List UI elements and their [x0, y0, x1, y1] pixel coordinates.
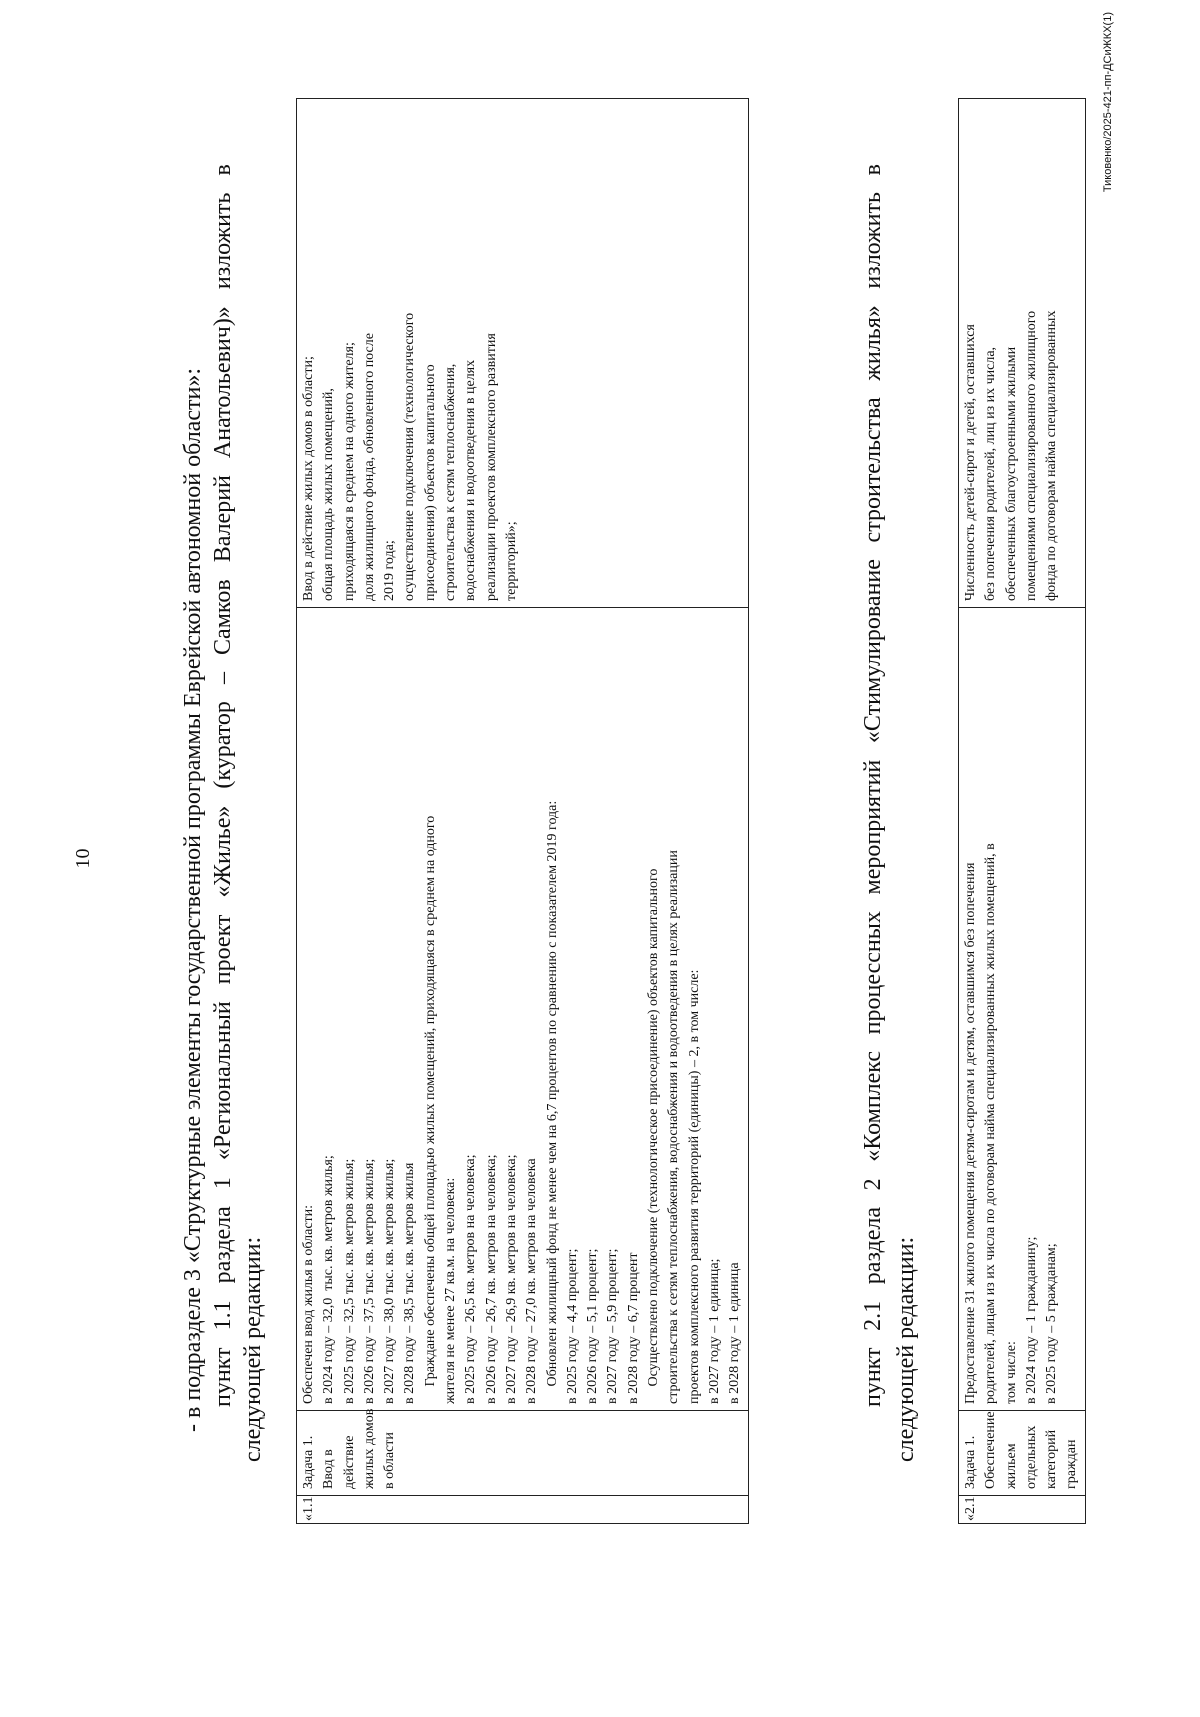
task-text-line: Обеспечение — [983, 1411, 999, 1489]
intro-word: 2.1 — [860, 1300, 886, 1331]
task-text-line: жильем — [1003, 1443, 1019, 1489]
indicator-text-line: помещениями специализированного жилищного — [1023, 310, 1039, 601]
intro-word: «Стимулирование — [860, 559, 886, 744]
intro-word: 1.1 — [210, 1300, 236, 1331]
result-text-line: в 2026 году – 5,1 процент; — [585, 1248, 601, 1404]
result-text-line: в 2027 году – 1 единица; — [706, 1258, 722, 1404]
intro-word: Анатольевич)» — [210, 306, 236, 459]
row-number: «2.1 — [959, 1496, 1086, 1524]
result-text-line: Обеспечен ввод жилья в области: — [301, 1204, 316, 1404]
result-text-line: в 2026 году – 26,7 кв. метров на человека; — [483, 1154, 499, 1404]
result-text-line: Предоставление 31 жилого помещения детям-сиротам и детям, оставшимся без попечения — [963, 862, 978, 1404]
indicator-text-line: фонда по договорам найма специализированных — [1044, 310, 1060, 601]
result-text-line: в 2024 году – 1 гражданину; — [1023, 1236, 1039, 1404]
indicator-text-line: без попечения родителей, лиц из их числа, — [983, 346, 999, 601]
indicator-text-line: общая площадь жилых помещений, — [321, 388, 337, 601]
indicator-text-line: реализации проектов комплексного развития — [483, 333, 499, 601]
intro-word: «Жилье» — [210, 805, 236, 898]
result-text-line: родителей, лицам из их числа по договорам найма специализированных жилых помещений, в — [983, 843, 999, 1404]
result-text-line: в 2027 году – 26,9 кв. метров на человека; — [503, 1154, 519, 1404]
section2-intro-line1 — [860, 164, 887, 1407]
section1-intro-line3: следующей редакции: — [240, 1236, 266, 1462]
section1-intro-line1: - в подразделе 3 «Структурные элементы государственной программы Еврейской автономной области»: — [180, 368, 206, 1432]
intro-word: процессных — [860, 911, 886, 1035]
intro-word: (куратор — [210, 701, 236, 789]
task-cell — [959, 1411, 1086, 1496]
result-text-line: в 2025 году – 5 гражданам; — [1044, 1243, 1060, 1404]
table-row — [297, 99, 749, 1524]
document-footer-code: Тиковенко/2025-421-пп-ДСиЖКХ(1) — [1102, 12, 1114, 193]
intro-word: «Региональный — [210, 1001, 236, 1161]
results-cell — [959, 608, 1086, 1411]
process-measures-table — [958, 98, 1086, 1524]
result-text-line: Обновлен жилищный фонд не менее чем на 6,7 процентов по сравнению с показателем 2019 года: — [544, 800, 560, 1404]
result-text-line: в 2027 году – 5,9 процент; — [605, 1248, 621, 1404]
intro-word: изложить — [210, 192, 236, 290]
result-text-line: в 2025 году – 32,5 тыс. кв. метров жилья; — [341, 1158, 357, 1404]
indicator-text-line: Ввод в действие жилых домов в области; — [301, 356, 316, 601]
result-text-line: в 2024 году – 32,0 тыс. кв. метров жилья; — [321, 1155, 337, 1404]
intro-word: жилья» — [860, 305, 886, 381]
section1-intro-line2 — [210, 164, 237, 1407]
structural-elements-table — [296, 98, 749, 1524]
result-text-line: жителя не менее 27 кв.м. на человека: — [443, 1177, 459, 1404]
intro-word: мероприятий — [860, 759, 886, 895]
result-text-line: том числе: — [1003, 1341, 1019, 1404]
result-text-line: Граждане обеспечены общей площадью жилых помещений, приходящаяся в среднем на одного — [422, 815, 438, 1404]
intro-word: 2 — [860, 1178, 886, 1191]
intro-word: проект — [210, 914, 236, 985]
task-text-line: категорий — [1044, 1429, 1060, 1489]
indicator-text-line: 2019 года; — [382, 540, 398, 601]
intro-word: раздела — [860, 1206, 886, 1285]
intro-word: в — [860, 164, 886, 176]
intro-word: раздела — [210, 1206, 236, 1284]
task-text-line: Ввод в — [321, 1449, 337, 1489]
indicator-text-line: Численность детей-сирот и детей, оставшихся — [963, 324, 978, 601]
result-text-line: в 2027 году – 38,0 тыс. кв. метров жилья; — [382, 1158, 398, 1404]
task-cell — [297, 1408, 749, 1496]
indicator-text-line: территорий»; — [503, 521, 519, 601]
task-text-line: жилых домов — [361, 1408, 377, 1489]
indicator-text-line: водоснабжения и водоотведения в целях — [463, 359, 479, 601]
task-text-line: в области — [382, 1432, 398, 1489]
intro-word: Валерий — [210, 475, 236, 563]
intro-word: – — [210, 672, 236, 685]
task-text-line: отдельных — [1023, 1425, 1039, 1489]
task-text-line: граждан — [1064, 1439, 1080, 1489]
section2-intro-line2: следующей редакции: — [893, 1236, 919, 1462]
task-text-line: Задача 1. — [301, 1435, 316, 1489]
result-text-line: в 2028 году – 38,5 тыс. кв. метров жилья — [402, 1162, 418, 1404]
intro-word: пункт — [210, 1347, 236, 1407]
result-text-line: в 2026 году – 37,5 тыс. кв. метров жилья; — [361, 1158, 377, 1404]
result-text-line: в 2025 году – 4,4 процент; — [564, 1248, 580, 1404]
indicator-text-line: осуществление подключения (технологического — [402, 312, 418, 601]
row-number: «1.1 — [297, 1496, 749, 1524]
result-text-line: проектов комплексного развития территорий (единицы) – 2, в том числе: — [686, 969, 702, 1404]
indicator-text-line: доля жилищного фонда, обновленного после — [361, 333, 377, 601]
intro-word: «Комплекс — [860, 1050, 886, 1162]
indicator-text-line: присоединения) объектов капитального — [422, 364, 438, 601]
result-text-line: в 2028 году – 1 единица — [727, 1262, 743, 1404]
intro-word: строительства — [860, 397, 886, 543]
result-text-line: в 2025 году – 26,5 кв. метров на человека; — [463, 1154, 479, 1404]
result-text-line: в 2028 году – 6,7 процент — [625, 1252, 641, 1404]
intro-word: Самков — [210, 579, 236, 655]
intro-word: изложить — [860, 192, 886, 289]
result-text-line: в 2028 году – 27,0 кв. метров на человека — [524, 1158, 540, 1404]
indicators-cell — [297, 99, 749, 608]
intro-word: пункт — [860, 1347, 886, 1407]
task-text-line: действие — [341, 1435, 357, 1489]
indicator-text-line: строительства к сетям теплоснабжения, — [443, 363, 459, 601]
result-text-line: Осуществлено подключение (технологическое присоединение) объектов капитального — [646, 868, 662, 1404]
task-text-line: Задача 1. — [963, 1435, 978, 1489]
result-text-line: строительства к сетям теплоснабжения, водоснабжения и водоотведения в целях реализации — [666, 850, 682, 1404]
results-cell — [297, 608, 749, 1411]
intro-word: 1 — [210, 1177, 236, 1190]
indicators-cell — [959, 99, 1086, 608]
indicator-text-line: приходящаяся в среднем на одного жителя; — [341, 342, 357, 601]
intro-word: в — [210, 164, 236, 176]
page-number: 10 — [72, 848, 94, 869]
indicator-text-line: обеспеченных благоустроенными жилыми — [1003, 346, 1019, 601]
table-row — [959, 99, 1086, 1524]
